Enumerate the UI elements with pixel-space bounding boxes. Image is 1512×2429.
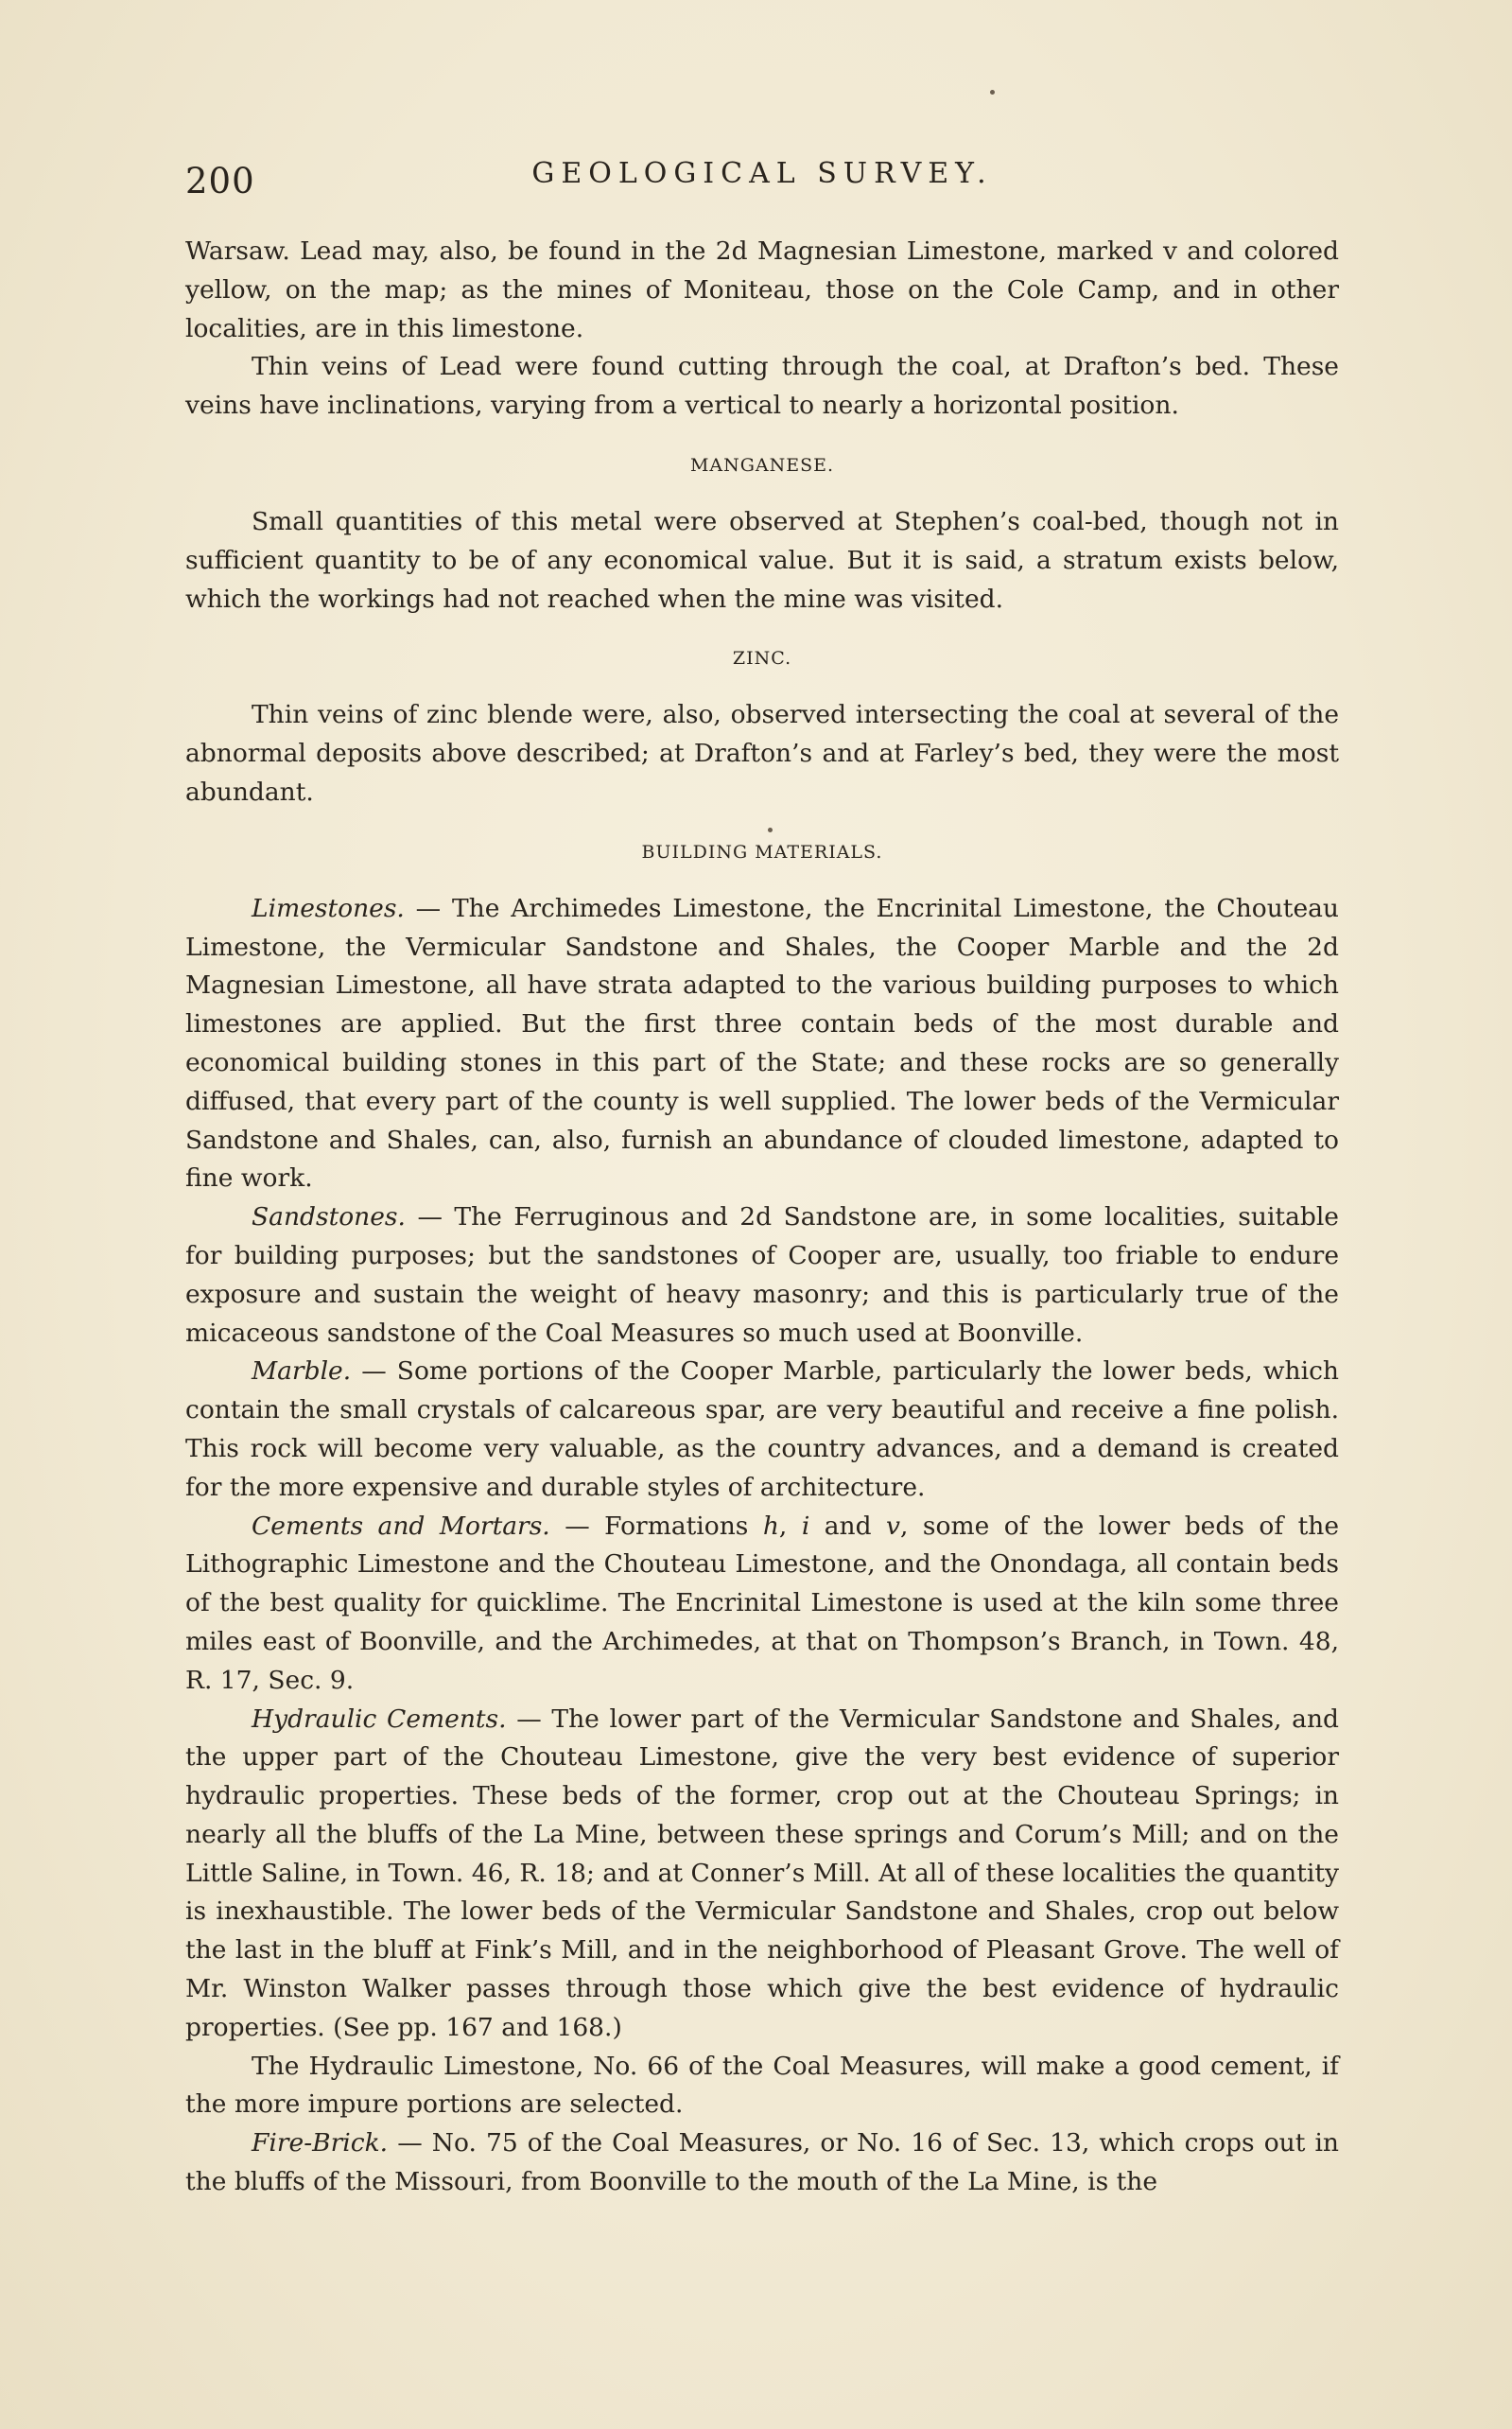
paragraph: Warsaw. Lead may, also, be found in the 2d Magnesian Limestone, marked v and colored yellow, on the map; as the mines of Moniteau, those on the Cole Camp, and in other localities, are in this limestone. — [185, 236, 1339, 343]
section-heading-building-materials: BUILDING MATERIALS. — [641, 841, 883, 863]
formation-letter: h — [762, 1511, 779, 1541]
section-heading-manganese: MANGANESE. — [689, 454, 835, 476]
page-body — [185, 233, 1339, 2202]
paragraph-fire-brick — [185, 2124, 1339, 2202]
paragraph-text: — No. 75 of the Coal Measures, or No. 16 of Sec. 13, which crops out in the bluffs of the Missouri, from Boonville to the mouth of the La Mine, is the — [185, 2128, 1339, 2197]
paragraph: Thin veins of zinc blende were, also, observed intersecting the coal at several of the abnormal deposits above described; at Drafton’s and at Farley’s bed, they were the most abundant. — [185, 700, 1339, 807]
lead-term: Limestones. — [252, 893, 405, 923]
paragraph-limestones — [185, 890, 1339, 1198]
running-title: GEOLOGICAL SURVEY. — [531, 157, 993, 190]
paragraph: Thin veins of Lead were found cutting through the coal, at Drafton’s bed. These veins have inclinations, varying from a vertical to nearly a horizontal position. — [185, 352, 1339, 421]
lead-term: Cements and Mortars. — [252, 1511, 550, 1541]
paragraph-cements: Cements and Mortars. — Formations h, i and v, some of the lower beds of the Lithographic Limestone and the Chouteau Limestone, and the Onondaga, all contain beds of the best quality for quicklime. The Encrinital Limestone is used at the kiln some three miles east of Boonville, and the Archimedes, at that on Thompson’s Branch, in Town. 48, R. 17, Sec. 9. — [185, 1511, 1339, 1695]
lead-term: Fire-Brick. — [252, 2128, 389, 2158]
paragraph-text: — Formations — [549, 1511, 763, 1541]
formation-letter: v — [886, 1511, 901, 1541]
paragraph-text: — The Ferruginous and 2d Sandstone are, in some localities, suitable for building purposes; but the sandstones of Cooper are, usually, too friable to endure exposure and sustain the weight of heavy masonry; and this is particularly true of the micaceous sandstone of the Coal Measures so much used at Boonville. — [185, 1202, 1339, 1348]
lead-term: Sandstones. — [252, 1202, 406, 1232]
ink-speck — [990, 90, 995, 95]
paragraph: The Hydraulic Limestone, No. 66 of the Coal Measures, will make a good cement, if the more impure portions are selected. — [185, 2051, 1339, 2120]
page-header — [185, 151, 1339, 208]
section-heading-zinc: ZINC. — [732, 648, 792, 670]
paragraph-sandstones — [185, 1198, 1339, 1353]
paragraph-text: — The lower part of the Vermicular Sandstone and Shales, and the upper part of the Chouteau Limestone, give the very best evidence of superior hydraulic properties. These beds of the former, crop out at the Chouteau Springs; in nearly all the bluffs of the La Mine, between these springs and Corum’s Mill; and on the Little Saline, in Town. 46, R. 18; and at Conner’s Mill. At all of these localities the quantity is inexhaustible. The lower beds of the Vermicular Sandstone and Shales, crop out below the last in the bluff at Fink’s Mill, and in the neighborhood of Pleasant Grove. The well of Mr. Winston Walker passes through those which give the best evidence of hydraulic properties. (See pp. 167 and 168.) — [185, 1704, 1339, 2042]
page-number: 200 — [185, 161, 255, 201]
paragraph: Small quantities of this metal were observed at Stephen’s coal-bed, though not in sufficient quantity to be of any economical value. But it is said, a stratum exists below, which the workings had not reached when the mine was visited. — [185, 506, 1339, 614]
formation-letter: i — [801, 1511, 810, 1541]
paragraph-text: — Some portions of the Cooper Marble, particularly the lower beds, which contain the small crystals of calcareous spar, are very beautiful and receive a fine polish. This rock will become very valuable, as the country advances, and a demand is created for the more expensive and durable styles of architecture. — [185, 1356, 1339, 1502]
lead-term: Marble. — [252, 1356, 352, 1387]
lead-term: Hydraulic Cements. — [252, 1704, 507, 1734]
paragraph-marble — [185, 1353, 1339, 1507]
paragraph-hydraulic-cements — [185, 1701, 1339, 2048]
paragraph-text: — The Archimedes Limestone, the Encrinital Limestone, the Chouteau Limestone, the Vermicular Sandstone and Shales, the Cooper Marble and the 2d Magnesian Limestone, all have strata adapted to the various building purposes to which limestones are applied. But the first three contain beds of the most durable and economical building stones in this part of the State; and these rocks are so generally diffused, that every part of the county is well supplied. The lower beds of the Vermicular Sandstone and Shales, can, also, furnish an abundance of clouded limestone, adapted to fine work. — [185, 893, 1339, 1194]
